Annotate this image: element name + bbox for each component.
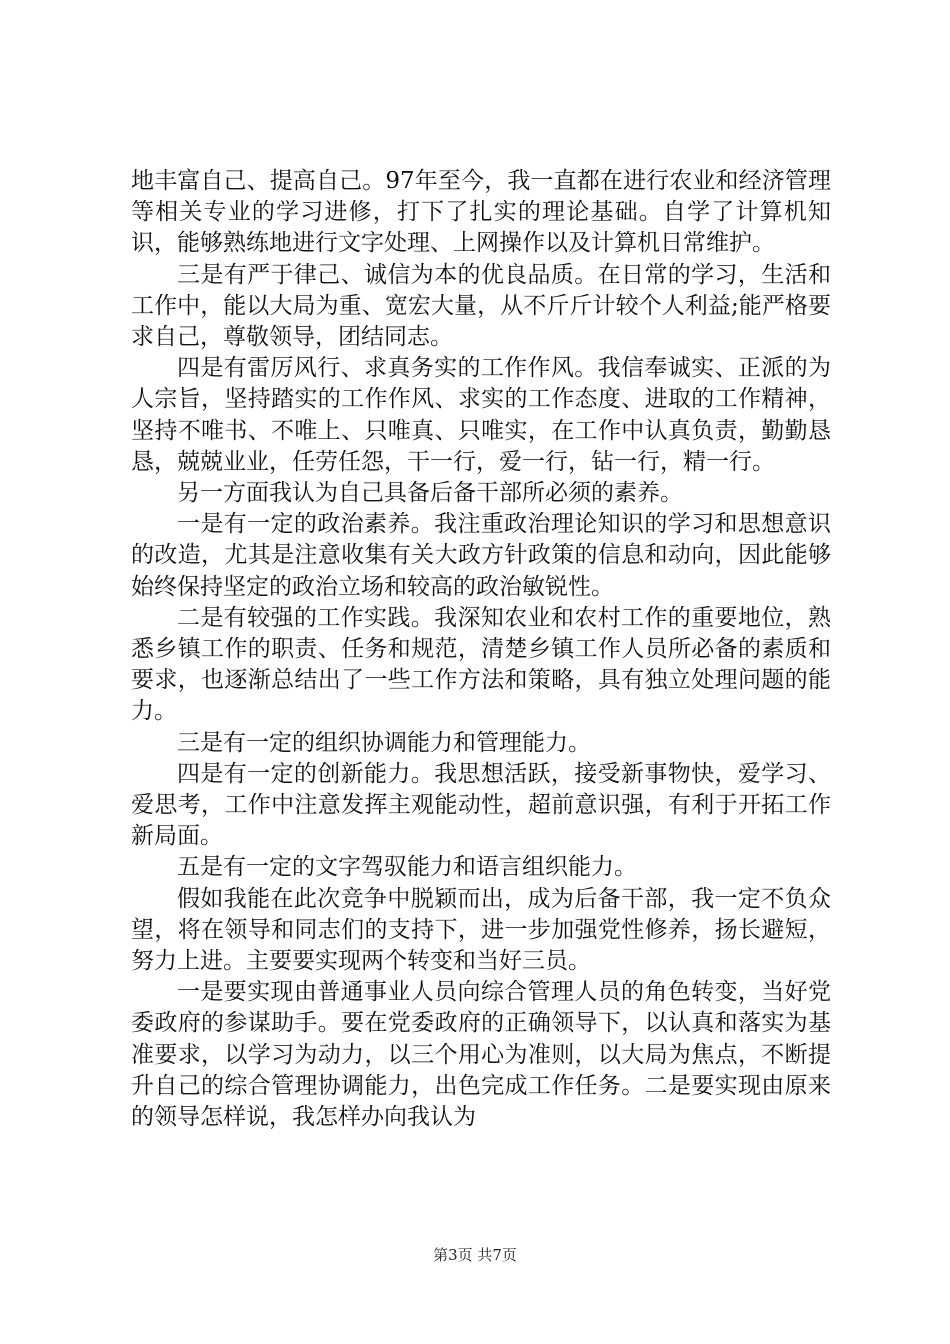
paragraph-organization: 三是有一定的组织协调能力和管理能力。 — [177, 729, 591, 756]
paragraph-innovation: 四是有一定的创新能力。我思想活跃，接受新事物快，爱学习、爱思考，工作中注意发挥主观能动性，超前意识强，有利于开拓工作新局面。 — [131, 760, 831, 850]
paragraph-qualities-intro: 另一方面我认为自己具备后备干部所必须的素养。 — [177, 480, 683, 507]
paragraph-political: 一是有一定的政治素养。我注重政治理论知识的学习和思想意识的改造，尤其是注意收集有关大政方针政策的信息和动向，因此能够始终保持坚定的政治立场和较高的政治敏锐性。 — [131, 511, 831, 600]
paragraph-integrity: 三是有严于律己、诚信为本的优良品质。在日常的学习，生活和工作中，能以大局为重、宽宏大量，从不斤斤计较个人利益;能严格要求自己，尊敬领导，团结同志。 — [131, 261, 831, 351]
paragraph-transformation: 一是要实现由普通事业人员向综合管理人员的角色转变，当好党委政府的参谋助手。要在党委政府的正确领导下，以认真和落实为基准要求，以学习为动力，以三个用心为准则，以大局为焦点，不断提升自己的综合管理协调能力，出色完成工作任务。二是要实现由原来的领导怎样说，我怎样办向我认为 — [131, 979, 831, 1131]
paragraph-work-style: 四是有雷厉风行、求真务实的工作作风。我信奉诚实、正派的为人宗旨，坚持踏实的工作作风、求实的工作态度、进取的工作精神，坚持不唯书、不唯上、只唯真、只唯实，在工作中认真负责，勤勤恳恳，兢兢业业，任劳任怨，干一行，爱一行，钻一行，精一行。 — [131, 355, 831, 475]
paragraph-writing: 五是有一定的文字驾驭能力和语言组织能力。 — [177, 854, 637, 881]
paragraph-practice: 二是有较强的工作实践。我深知农业和农村工作的重要地位，熟悉乡镇工作的职责、任务和规范，清楚乡镇工作人员所必备的素质和要求，也逐渐总结出了一些工作方法和策略，具有独立处理问题的能力。 — [131, 604, 831, 725]
page-number: 第3页 共7页 — [433, 1246, 517, 1264]
body-text — [131, 166, 831, 1133]
paragraph-continuation: 地丰富自己、提高自己。97年至今，我一直都在进行农业和经济管理等相关专业的学习进修，打下了扎实的理论基础。自学了计算机知识，能够熟练地进行文字处理、上网操作以及计算机日常维护。 — [131, 168, 831, 257]
paragraph-commitment: 假如我能在此次竞争中脱颖而出，成为后备干部，我一定不负众望，将在领导和同志们的支持下，进一步加强党性修养，扬长避短，努力上进。主要要实现两个转变和当好三员。 — [131, 885, 831, 975]
